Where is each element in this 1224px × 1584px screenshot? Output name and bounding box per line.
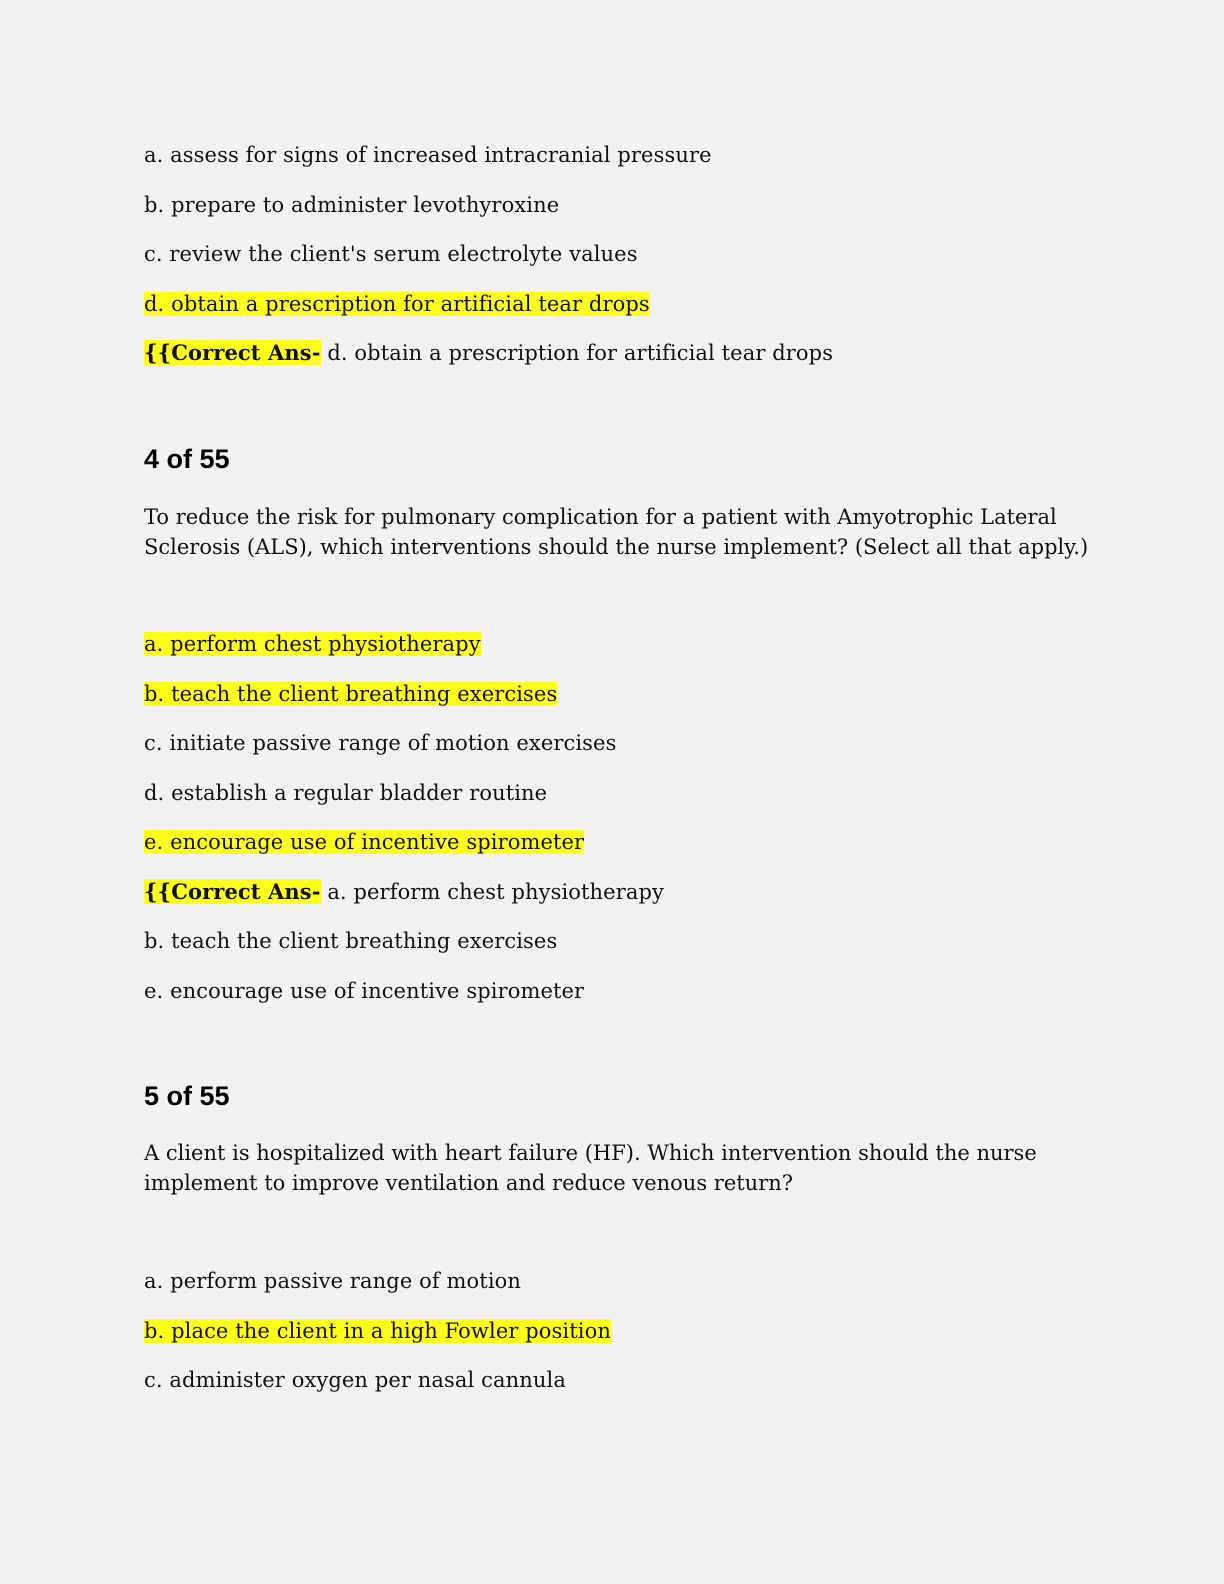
q5-option-c: c. administer oxygen per nasal cannula <box>144 1368 566 1392</box>
q3-correct-answer: {{Correct Ans- d. obtain a prescription for artificial tear drops <box>144 340 834 365</box>
q3-option-b: b. prepare to administer levothyroxine <box>144 193 560 217</box>
q5-option-a: a. perform passive range of motion <box>144 1269 522 1293</box>
q4-option-d: d. establish a regular bladder routine <box>144 781 548 805</box>
q4-option-b: b. teach the client breathing exercises <box>144 682 558 706</box>
q4-heading: 4 of 55 <box>144 444 230 474</box>
q4-correct-answer-line-2: b. teach the client breathing exercises <box>144 929 558 953</box>
q4-correct-answer-line-3: e. encourage use of incentive spirometer <box>144 979 585 1003</box>
correct-answer-label: {{Correct Ans- <box>144 340 321 365</box>
q4-question-text: To reduce the risk for pulmonary complication for a patient with Amyotrophic Lateral Sclerosis (ALS), which interventions should the nurse implement? (Select all that apply.) <box>144 505 1089 559</box>
q4-correct-answer: {{Correct Ans- a. perform chest physiotherapy <box>144 879 664 904</box>
q5-question-text: A client is hospitalized with heart failure (HF). Which intervention should the nurse implement to improve ventilation and reduce venous return? <box>144 1141 1037 1195</box>
q5-option-b: b. place the client in a high Fowler position <box>144 1319 611 1343</box>
q4-option-a: a. perform chest physiotherapy <box>144 632 481 656</box>
q5-heading: 5 of 55 <box>144 1081 230 1111</box>
q3-option-c: c. review the client's serum electrolyte values <box>144 242 638 266</box>
q4-option-c: c. initiate passive range of motion exercises <box>144 731 617 755</box>
q3-option-d: d. obtain a prescription for artificial tear drops <box>144 292 650 316</box>
q3-option-a: a. assess for signs of increased intracranial pressure <box>144 143 712 167</box>
correct-answer-label: {{Correct Ans- <box>144 879 321 904</box>
q4-option-e: e. encourage use of incentive spirometer <box>144 830 585 854</box>
